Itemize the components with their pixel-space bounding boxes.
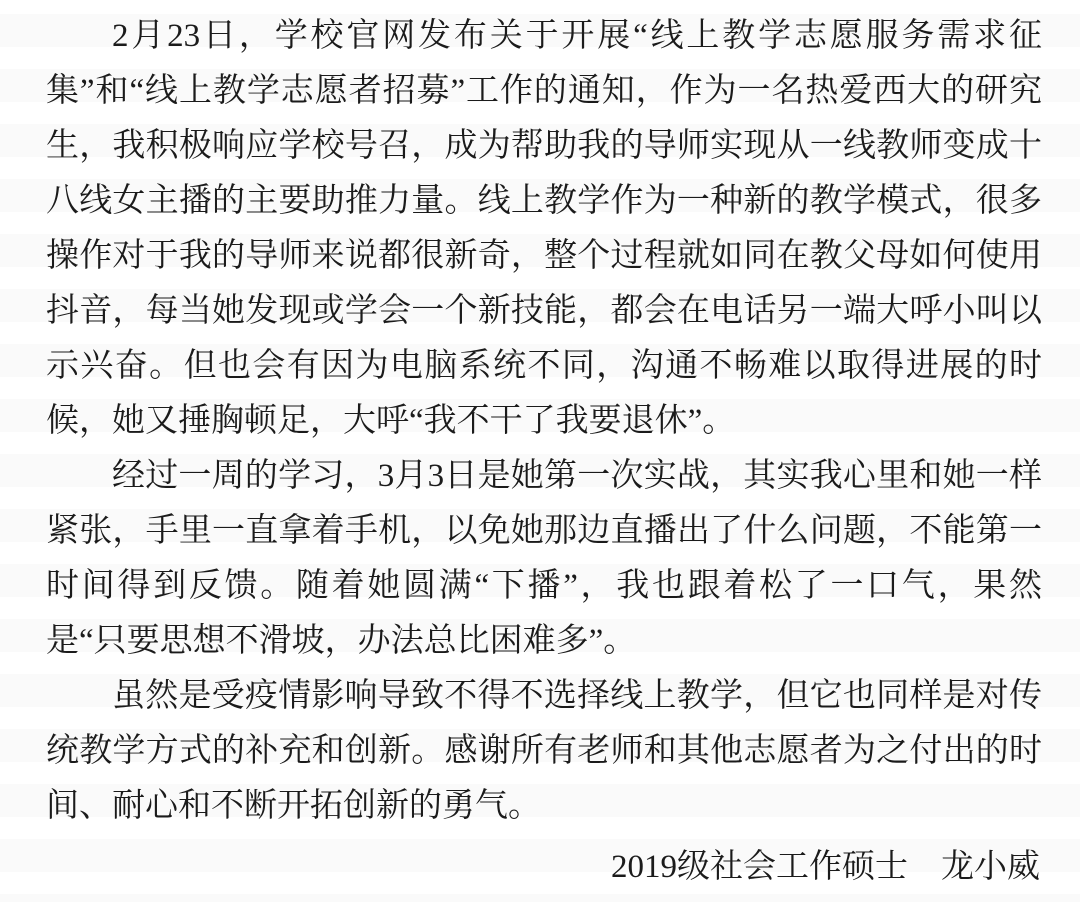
paragraph-container — [46, 9, 1042, 834]
paragraph: 虽然是受疫情影响导致不得不选择线上教学，但它也同样是对传统教学方式的补充和创新。感谢所有老师和其他志愿者为之付出的时间、耐心和不断开拓创新的勇气。 — [46, 678, 1042, 824]
signature-line: 2019级社会工作硕士 龙小威 — [611, 849, 1040, 885]
paragraph: 2月23日，学校官网发布关于开展“线上教学志愿服务需求征集”和“线上教学志愿者招募”工作的通知，作为一名热爱西大的研究生，我积极响应学校号召，成为帮助我的导师实现从一线教师变成十八线女主播的主要助推力量。线上教学作为一种新的教学模式，很多操作对于我的导师来说都很新奇，整个过程就如同在教父母如何使用抖音，每当她发现或学会一个新技能，都会在电话另一端大呼小叫以示兴奋。但也会有因为电脑系统不同，沟通不畅难以取得进展的时候，她又捶胸顿足，大呼“我不干了我要退休”。 — [46, 18, 1042, 439]
paragraph: 经过一周的学习，3月3日是她第一次实战，其实我心里和她一样紧张，手里一直拿着手机，以免她那边直播出了什么问题，不能第一时间得到反馈。随着她圆满“下播”，我也跟着松了一口气，果然是“只要思想不滑坡，办法总比困难多”。 — [46, 458, 1042, 659]
